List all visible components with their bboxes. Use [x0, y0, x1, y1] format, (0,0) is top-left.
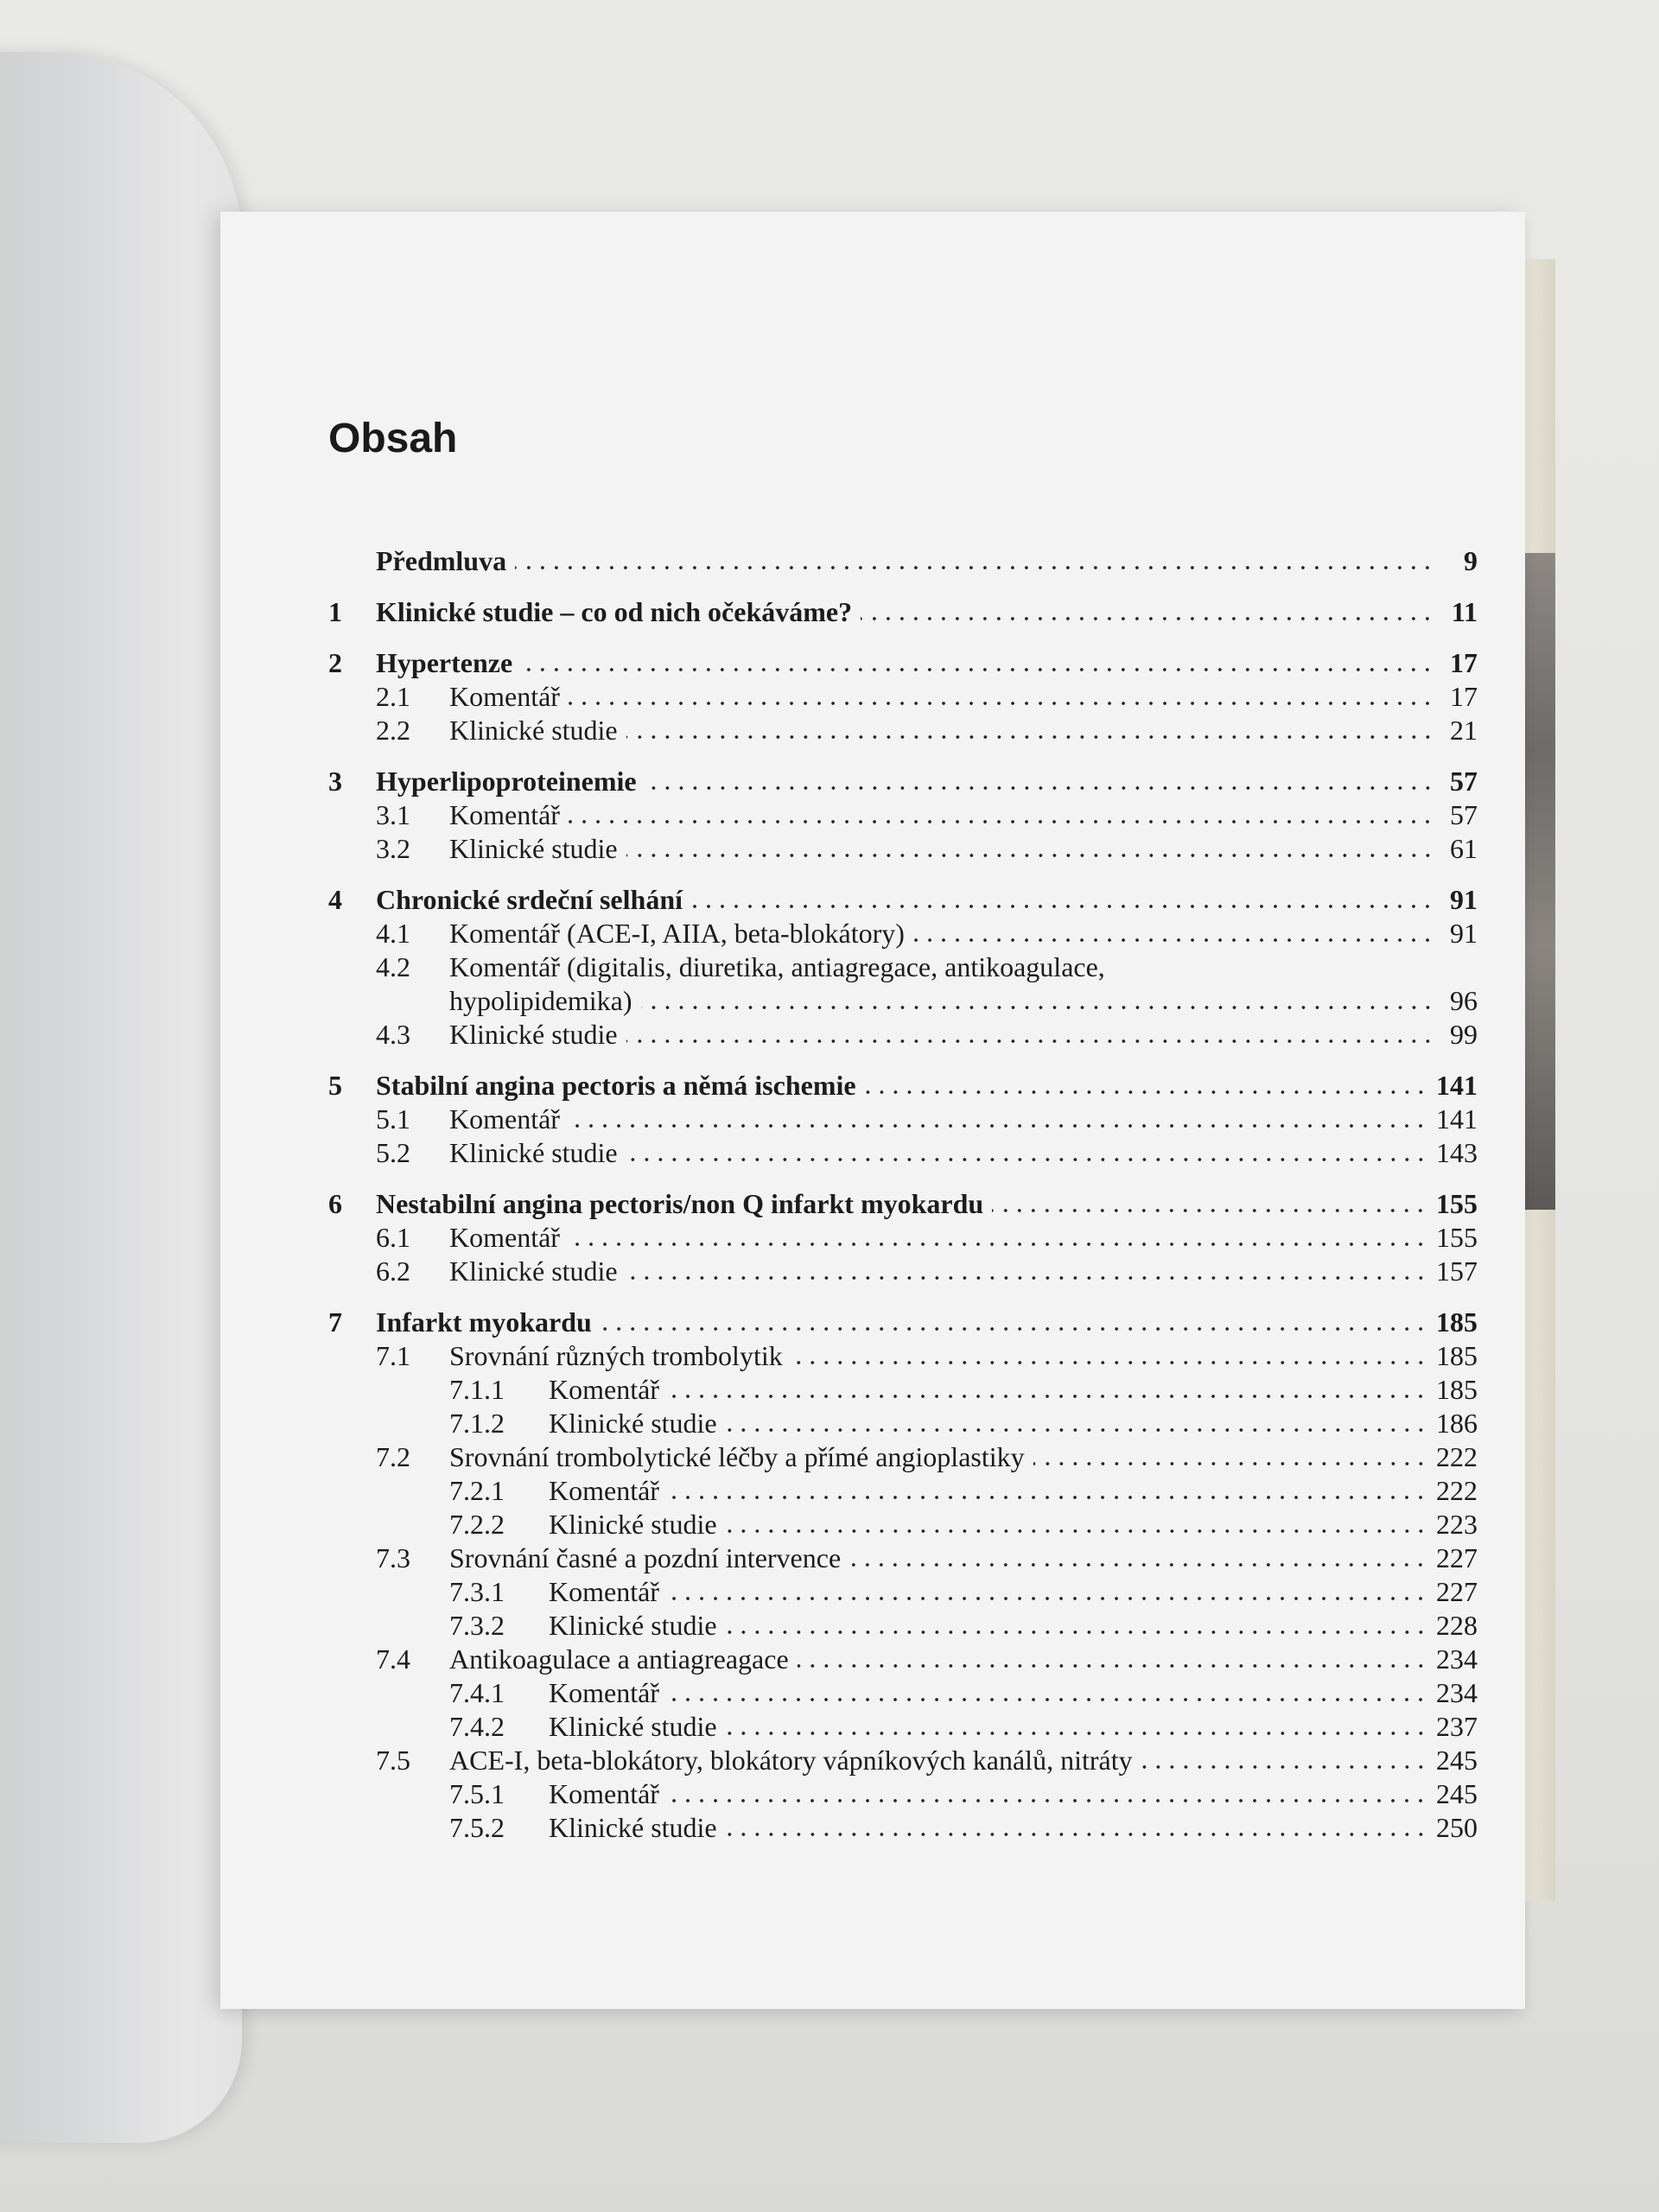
toc-entry-title: Hyperlipoproteinemie: [376, 766, 637, 797]
toc-entry: [328, 1306, 1478, 1339]
dot-leader: [992, 1208, 1427, 1213]
toc-entry-number: 7.1.2: [449, 1408, 505, 1439]
toc-entry-number: 7.5.1: [449, 1778, 505, 1809]
book-page: [220, 212, 1525, 2009]
toc-entry-title: Klinické studie: [449, 715, 618, 746]
toc-entry: [328, 1508, 1478, 1541]
toc-entry-title: Komentář (ACE-I, AIIA, beta-blokátory): [449, 918, 905, 949]
dot-leader: [1141, 1764, 1427, 1770]
dot-leader: [626, 1157, 1427, 1162]
toc-entry: [328, 1136, 1478, 1170]
dot-leader: [601, 1326, 1427, 1332]
toc-entry-number: 4.2: [376, 951, 410, 982]
toc-entry-title: Klinické studie: [549, 1812, 717, 1843]
dot-leader: [569, 701, 1434, 706]
dot-leader: [668, 1798, 1427, 1803]
toc-entry: [328, 1373, 1478, 1407]
toc-entry-page: 17: [1450, 647, 1478, 678]
toc-entry: [328, 1018, 1478, 1052]
toc-entry-number: 7.2.2: [449, 1509, 505, 1540]
toc-entry: [328, 917, 1478, 950]
toc-entry-title: Předmluva: [376, 545, 507, 576]
toc-entry-page: 21: [1450, 715, 1478, 746]
toc-entry-page: 11: [1451, 596, 1478, 627]
toc-entry: [328, 1187, 1478, 1221]
toc-entry-number: 7.5: [376, 1745, 410, 1776]
toc-entry-number: 2.1: [376, 681, 410, 712]
toc-entry-number: 2: [328, 647, 342, 678]
toc-entry-number: 7.5.2: [449, 1812, 505, 1843]
dot-leader: [913, 938, 1434, 943]
dot-leader: [726, 1832, 1427, 1837]
toc-entry: [328, 1255, 1478, 1288]
toc-entry-title: Klinické studie: [449, 1137, 618, 1168]
toc-entry-title: Komentář: [549, 1677, 659, 1708]
toc-entry: [328, 646, 1478, 680]
dot-leader: [861, 616, 1434, 621]
toc-entry-title: Infarkt myokardu: [376, 1306, 592, 1338]
dot-leader: [691, 904, 1434, 909]
toc-entry-title: Klinické studie: [549, 1610, 717, 1641]
dot-leader: [569, 1123, 1427, 1128]
toc-entry-title: Klinické studie: [449, 1019, 618, 1050]
toc-entry: [328, 1609, 1478, 1643]
toc-entry-number: 5.2: [376, 1137, 410, 1168]
table-of-contents: [328, 544, 1478, 1845]
toc-entry-page: 143: [1436, 1137, 1478, 1168]
toc-entry-page: 223: [1436, 1509, 1478, 1540]
toc-entry-title: Nestabilní angina pectoris/non Q infarkt myokardu: [376, 1188, 984, 1219]
toc-entry-number: 3.1: [376, 799, 410, 830]
toc-entry-page: 9: [1464, 545, 1478, 576]
toc-entry-title: Klinické studie: [549, 1509, 717, 1540]
toc-entry: [328, 595, 1478, 629]
toc-entry: [328, 883, 1478, 917]
dot-leader: [849, 1562, 1427, 1567]
dot-leader: [569, 819, 1434, 824]
toc-entry-number: 7.2: [376, 1441, 410, 1472]
toc-entry-title: Komentář (digitalis, diuretika, antiagregace, antikoagulace,: [449, 951, 1105, 982]
toc-entry-page: 57: [1450, 766, 1478, 797]
toc-entry-page: 222: [1436, 1475, 1478, 1506]
dot-leader: [865, 1090, 1427, 1095]
toc-entry-number: 6: [328, 1188, 342, 1219]
toc-entry: [328, 544, 1478, 578]
page-title: Obsah: [328, 416, 458, 461]
toc-entry-title: Komentář: [549, 1374, 659, 1405]
toc-entry-number: 5.1: [376, 1103, 410, 1135]
dot-leader: [726, 1630, 1427, 1635]
toc-entry-page: 157: [1436, 1255, 1478, 1287]
toc-entry-title: Komentář: [449, 799, 560, 830]
toc-entry-number: 7.1: [376, 1340, 410, 1371]
toc-entry-page: 185: [1436, 1374, 1478, 1405]
dot-leader: [626, 1039, 1434, 1044]
toc-entry: [328, 1643, 1478, 1676]
toc-entry-page: 185: [1436, 1340, 1478, 1371]
dot-leader: [1033, 1461, 1427, 1466]
toc-entry-number: 7.3.2: [449, 1610, 505, 1641]
toc-entry-page: 17: [1450, 681, 1478, 712]
toc-entry: [328, 1339, 1478, 1373]
toc-entry-title: Antikoagulace a antiagreagace: [449, 1643, 789, 1675]
toc-entry: [328, 1710, 1478, 1744]
toc-entry-title: Klinické studie – co od nich očekáváme?: [376, 596, 853, 627]
toc-entry-number: 4.1: [376, 918, 410, 949]
toc-entry-title: Klinické studie: [449, 833, 618, 864]
toc-entry-page: 99: [1450, 1019, 1478, 1050]
toc-entry-title: ACE-I, beta-blokátory, blokátory vápníkových kanálů, nitráty: [449, 1745, 1133, 1776]
toc-entry-title: Hypertenze: [376, 647, 513, 678]
toc-entry-number: 7.4.1: [449, 1677, 505, 1708]
toc-entry-title: Chronické srdeční selhání: [376, 884, 683, 915]
toc-entry-page: 250: [1436, 1812, 1478, 1843]
dot-leader: [569, 1242, 1427, 1247]
toc-entry: [328, 950, 1478, 984]
dot-leader: [668, 1394, 1427, 1399]
toc-entry-page: 57: [1450, 799, 1478, 830]
toc-entry-number: 7.4.2: [449, 1711, 505, 1742]
toc-entry-number: 7.1.1: [449, 1374, 505, 1405]
toc-entry: [328, 1777, 1478, 1811]
toc-entry-number: 5: [328, 1070, 342, 1101]
toc-entry: [328, 1744, 1478, 1777]
toc-entry-title: Komentář: [549, 1576, 659, 1607]
toc-entry: [328, 984, 1478, 1018]
toc-entry-title: Komentář: [549, 1475, 659, 1506]
toc-entry: [328, 1103, 1478, 1136]
left-page: [0, 52, 242, 2143]
toc-entry-page: 245: [1436, 1778, 1478, 1809]
dot-leader: [626, 1275, 1427, 1281]
toc-entry-number: 7.3: [376, 1542, 410, 1573]
toc-entry: [328, 765, 1478, 798]
toc-entry: [328, 1069, 1478, 1103]
dot-leader: [726, 1427, 1427, 1433]
toc-entry-page: 61: [1450, 833, 1478, 864]
toc-entry-title: hypolipidemika): [449, 985, 632, 1016]
toc-entry: [328, 1575, 1478, 1609]
toc-entry: [328, 680, 1478, 714]
toc-entry-number: 2.2: [376, 715, 410, 746]
toc-entry-title: Komentář: [449, 1222, 560, 1253]
toc-entry-page: 234: [1436, 1677, 1478, 1708]
dot-leader: [645, 785, 1434, 791]
toc-entry-number: 4.3: [376, 1019, 410, 1050]
toc-entry-page: 141: [1436, 1070, 1478, 1101]
toc-entry-page: 155: [1436, 1188, 1478, 1219]
toc-entry-title: Komentář: [449, 1103, 560, 1135]
toc-entry-page: 185: [1436, 1306, 1478, 1338]
toc-entry-number: 7.2.1: [449, 1475, 505, 1506]
toc-entry-page: 91: [1450, 884, 1478, 915]
toc-entry-title: Srovnání časné a pozdní intervence: [449, 1542, 842, 1573]
toc-entry-title: Stabilní angina pectoris a němá ischemie: [376, 1070, 856, 1101]
toc-entry-title: Komentář: [449, 681, 560, 712]
toc-entry-number: 7.3.1: [449, 1576, 505, 1607]
toc-entry-page: 227: [1436, 1576, 1478, 1607]
toc-entry-page: 91: [1450, 918, 1478, 949]
toc-entry-title: Srovnání trombolytické léčby a přímé angioplastiky: [449, 1441, 1025, 1472]
dot-leader: [726, 1529, 1427, 1534]
toc-entry-number: 3: [328, 766, 342, 797]
toc-entry-number: 6.2: [376, 1255, 410, 1287]
dot-leader: [641, 1005, 1434, 1010]
dot-leader: [626, 853, 1434, 858]
toc-entry-number: 7: [328, 1306, 342, 1338]
toc-entry: [328, 1541, 1478, 1575]
toc-entry-number: 3.2: [376, 833, 410, 864]
toc-entry-title: Srovnání různých trombolytik: [449, 1340, 783, 1371]
toc-entry: [328, 1221, 1478, 1255]
toc-entry-page: 141: [1436, 1103, 1478, 1135]
dot-leader: [668, 1495, 1427, 1500]
toc-entry-page: 237: [1436, 1711, 1478, 1742]
toc-entry-title: Klinické studie: [549, 1408, 717, 1439]
dot-leader: [798, 1663, 1427, 1669]
dot-leader: [515, 565, 1434, 570]
toc-entry-page: 186: [1436, 1408, 1478, 1439]
toc-entry: [328, 832, 1478, 866]
toc-entry-page: 222: [1436, 1441, 1478, 1472]
toc-entry-page: 96: [1450, 985, 1478, 1016]
toc-entry-title: Komentář: [549, 1778, 659, 1809]
toc-entry: [328, 798, 1478, 832]
toc-entry: [328, 1440, 1478, 1474]
toc-entry: [328, 1676, 1478, 1710]
toc-entry: [328, 1811, 1478, 1845]
toc-entry-page: 228: [1436, 1610, 1478, 1641]
dot-leader: [726, 1731, 1427, 1736]
dot-leader: [668, 1596, 1427, 1601]
toc-entry: [328, 714, 1478, 747]
toc-entry-page: 234: [1436, 1643, 1478, 1675]
toc-entry: [328, 1407, 1478, 1440]
toc-entry: [328, 1474, 1478, 1508]
toc-entry-page: 245: [1436, 1745, 1478, 1776]
dot-leader: [626, 734, 1434, 740]
toc-entry-page: 227: [1436, 1542, 1478, 1573]
toc-entry-number: 4: [328, 884, 342, 915]
toc-entry-title: Klinické studie: [549, 1711, 717, 1742]
toc-entry-page: 155: [1436, 1222, 1478, 1253]
dot-leader: [791, 1360, 1427, 1365]
toc-entry-title: Klinické studie: [449, 1255, 618, 1287]
dot-leader: [668, 1697, 1427, 1702]
toc-entry-number: 7.4: [376, 1643, 410, 1675]
toc-entry-number: 6.1: [376, 1222, 410, 1253]
toc-entry-number: 1: [328, 596, 342, 627]
dot-leader: [521, 667, 1434, 672]
